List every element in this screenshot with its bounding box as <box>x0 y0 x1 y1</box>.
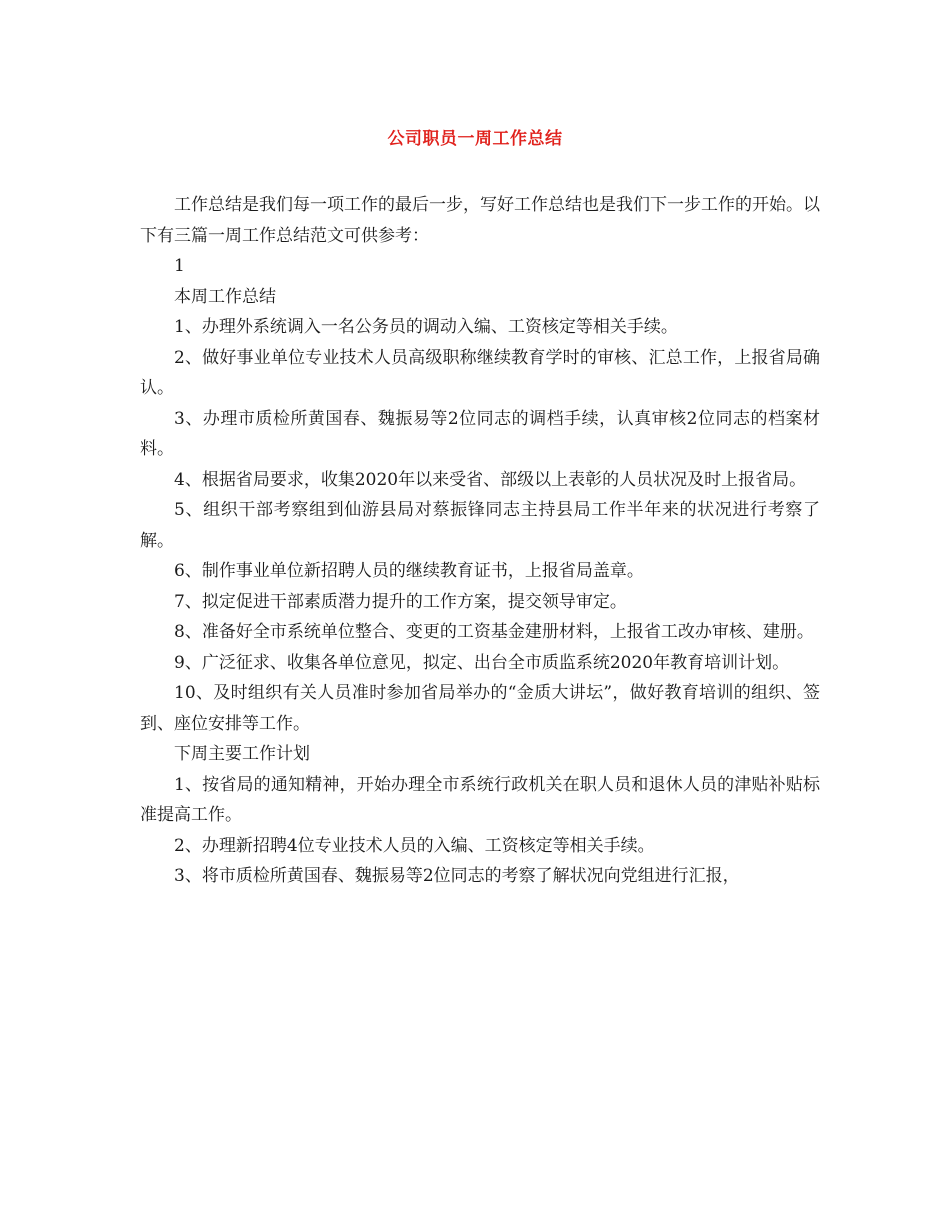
paragraph: 4、根据省局要求，收集2020年以来受省、部级以上表彰的人员状况及时上报省局。 <box>174 469 807 490</box>
paragraph: 6、制作事业单位新招聘人员的继续教育证书，上报省局盖章。 <box>174 561 644 581</box>
section-heading: 下周主要工作计划 <box>174 744 310 764</box>
section-heading: 本周工作总结 <box>174 286 276 307</box>
paragraph: 2、做好事业单位专业技术人员高级职称继续教育学时的审核、汇总工作，上报省局确认。 <box>140 347 820 398</box>
paragraph: 9、广泛征求、收集各单位意见，拟定、出台全市质监系统2020年教育培训计划。 <box>174 652 790 673</box>
document-body <box>140 190 820 892</box>
paragraph: 8、准备好全市系统单位整合、变更的工资基金建册材料，上报省工改办审核、建册。 <box>174 622 814 642</box>
paragraph: 7、拟定促进干部素质潜力提升的工作方案，提交领导审定。 <box>174 591 627 612</box>
paragraph: 1、按省局的通知精神，开始办理全市系统行政机关在职人员和退休人员的津贴补贴标准提高工作。 <box>140 774 820 825</box>
paragraph: 2、办理新招聘4位专业技术人员的入编、工资核定等相关手续。 <box>174 835 655 856</box>
paragraph: 1 <box>174 256 185 276</box>
paragraph: 1、办理外系统调入一名公务员的调动入编、工资核定等相关手续。 <box>174 317 678 337</box>
paragraph: 工作总结是我们每一项工作的最后一步，写好工作总结也是我们下一步工作的开始。以下有三篇一周工作总结范文可供参考： <box>140 195 820 246</box>
paragraph: 3、将市质检所黄国春、魏振易等2位同志的考察了解状况向党组进行汇报， <box>174 866 740 886</box>
paragraph: 3、办理市质检所黄国春、魏振易等2位同志的调档手续，认真审核2位同志的档案材料。 <box>140 408 820 459</box>
document-title: 公司职员一周工作总结 <box>387 129 563 149</box>
paragraph: 10、及时组织有关人员准时参加省局举办的“金质大讲坛”，做好教育培训的组织、签到、座位安排等工作。 <box>140 683 820 734</box>
paragraph: 5、组织干部考察组到仙游县局对蔡振锋同志主持县局工作半年来的状况进行考察了解。 <box>140 500 820 551</box>
